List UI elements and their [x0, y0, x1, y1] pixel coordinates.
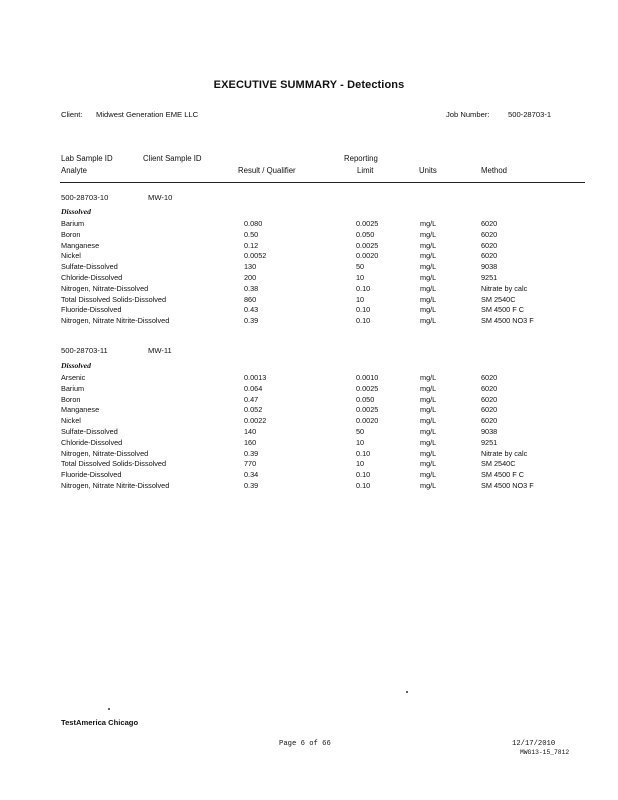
table-row — [0, 295, 618, 306]
analyte-cell: Total Dissolved Solids-Dissolved — [61, 459, 167, 469]
units-cell: mg/L — [420, 427, 437, 436]
col-lab-sample-id: Lab Sample ID — [61, 154, 113, 163]
table-row — [0, 427, 618, 438]
result-cell: 0.34 — [244, 470, 259, 480]
table-row — [0, 305, 618, 316]
units-cell: mg/L — [420, 229, 437, 239]
sample-lab-id: 500-28703-11 — [61, 346, 108, 355]
analyte-cell: Fluoride-Dissolved — [61, 470, 122, 480]
limit-cell: 0.0025 — [356, 383, 379, 393]
table-row — [0, 384, 618, 395]
table-row — [0, 284, 618, 295]
table-row — [0, 405, 618, 416]
table-row — [0, 373, 618, 384]
method-cell: 9038 — [481, 262, 498, 272]
analyte-cell: Nitrogen, Nitrate-Dissolved — [61, 283, 149, 293]
analyte-cell: Nickel — [61, 416, 81, 426]
units-cell: mg/L — [420, 240, 437, 250]
col-units: Units — [419, 166, 437, 175]
result-cell: 0.50 — [244, 229, 259, 239]
table-row — [0, 459, 618, 470]
result-cell: 160 — [244, 437, 257, 447]
units-cell: mg/L — [420, 459, 437, 469]
table-row — [0, 438, 618, 449]
method-cell: 6020 — [481, 405, 498, 415]
analyte-cell: Arsenic — [61, 373, 86, 382]
method-cell: Nitrate by calc — [481, 283, 528, 293]
col-reporting: Reporting — [344, 154, 378, 163]
sample-client-id: MW-10 — [148, 193, 173, 202]
method-cell: 6020 — [481, 219, 498, 228]
table-row — [0, 470, 618, 481]
method-cell: SM 4500 NO3 F — [481, 316, 534, 326]
limit-cell: 0.0025 — [356, 240, 379, 250]
result-cell: 0.39 — [244, 316, 259, 326]
units-cell: mg/L — [420, 405, 437, 415]
limit-cell: 0.10 — [356, 305, 371, 315]
limit-cell: 0.10 — [356, 470, 371, 480]
limit-cell: 0.10 — [356, 283, 371, 293]
units-cell: mg/L — [420, 273, 437, 282]
units-cell: mg/L — [420, 262, 437, 272]
units-cell: mg/L — [420, 283, 437, 293]
units-cell: mg/L — [420, 305, 437, 315]
sample-category: Dissolved — [61, 207, 91, 216]
method-cell: SM 2540C — [481, 459, 516, 469]
method-cell: 6020 — [481, 394, 498, 404]
limit-cell: 0.10 — [356, 316, 371, 326]
limit-cell: 50 — [356, 262, 365, 272]
table-row — [0, 416, 618, 427]
units-cell: mg/L — [420, 416, 437, 426]
method-cell: SM 4500 F C — [481, 305, 524, 315]
col-client-sample-id: Client Sample ID — [143, 154, 202, 163]
limit-cell: 0.050 — [356, 394, 375, 404]
analyte-cell: Manganese — [61, 240, 100, 250]
result-cell: 0.39 — [244, 448, 259, 458]
method-cell: 6020 — [481, 383, 498, 393]
units-cell: mg/L — [420, 316, 437, 326]
analyte-cell: Boron — [61, 229, 81, 239]
sample-category: Dissolved — [61, 361, 91, 370]
table-row — [0, 219, 618, 230]
result-cell: 860 — [244, 294, 257, 304]
job-number: 500-28703-1 — [508, 110, 552, 119]
scan-speck — [406, 691, 408, 693]
method-cell: Nitrate by calc — [481, 448, 528, 458]
method-cell: 9251 — [481, 273, 498, 282]
client-name: Midwest Generation EME LLC — [96, 110, 199, 119]
table-row — [0, 395, 618, 406]
result-cell: 140 — [244, 427, 257, 436]
result-cell: 0.39 — [244, 481, 259, 490]
table-row — [0, 262, 618, 273]
limit-cell: 0.10 — [356, 481, 371, 490]
job-number-label: Job Number: — [446, 110, 490, 119]
result-cell: 0.43 — [244, 305, 259, 315]
units-cell: mg/L — [420, 394, 437, 404]
result-cell: 0.12 — [244, 240, 259, 250]
limit-cell: 10 — [356, 459, 365, 469]
units-cell: mg/L — [420, 437, 437, 447]
result-cell: 0.47 — [244, 394, 259, 404]
units-cell: mg/L — [420, 470, 437, 480]
method-cell: 9038 — [481, 427, 498, 436]
table-row — [0, 241, 618, 252]
units-cell: mg/L — [420, 219, 437, 228]
limit-cell: 10 — [356, 294, 365, 304]
table-row — [0, 481, 618, 492]
method-cell: 6020 — [481, 251, 498, 261]
limit-cell: 10 — [356, 437, 365, 447]
analyte-cell: Chloride-Dissolved — [61, 273, 123, 282]
footer-lab-name: TestAmerica Chicago — [61, 718, 139, 727]
analyte-cell: Fluoride-Dissolved — [61, 305, 122, 315]
table-row — [0, 230, 618, 241]
result-cell: 0.0022 — [244, 416, 267, 426]
analyte-cell: Total Dissolved Solids-Dissolved — [61, 294, 167, 304]
result-cell: 0.0052 — [244, 251, 267, 261]
col-analyte: Analyte — [61, 166, 88, 175]
table-row — [0, 316, 618, 327]
method-cell: 6020 — [481, 416, 498, 426]
sample-lab-id: 500-28703-10 — [61, 193, 109, 202]
limit-cell: 0.0025 — [356, 219, 379, 228]
units-cell: mg/L — [420, 294, 437, 304]
units-cell: mg/L — [420, 251, 437, 261]
units-cell: mg/L — [420, 383, 437, 393]
analyte-cell: Barium — [61, 383, 85, 393]
analyte-cell: Nitrogen, Nitrate Nitrite-Dissolved — [61, 316, 170, 326]
analyte-cell: Boron — [61, 394, 81, 404]
units-cell: mg/L — [420, 448, 437, 458]
analyte-cell: Sulfate-Dissolved — [61, 427, 118, 436]
method-cell: 6020 — [481, 229, 498, 239]
table-row — [0, 251, 618, 262]
sample-client-id: MW-11 — [148, 346, 172, 355]
page-title: EXECUTIVE SUMMARY - Detections — [213, 79, 405, 91]
method-cell: 6020 — [481, 373, 498, 382]
method-cell: 9251 — [481, 437, 498, 447]
analyte-cell: Nickel — [61, 251, 81, 261]
table-row — [0, 273, 618, 284]
limit-cell: 0.10 — [356, 448, 371, 458]
limit-cell: 10 — [356, 273, 365, 282]
result-cell: 0.064 — [244, 383, 263, 393]
units-cell: mg/L — [420, 481, 437, 490]
header-rule — [60, 182, 585, 183]
method-cell: SM 4500 F C — [481, 470, 524, 480]
analyte-cell: Manganese — [61, 405, 100, 415]
col-result-qualifier: Result / Qualifier — [238, 166, 296, 175]
result-cell: 130 — [244, 262, 257, 272]
col-limit: Limit — [357, 166, 374, 175]
limit-cell: 0.0020 — [356, 251, 379, 261]
result-cell: 0.0013 — [244, 373, 267, 382]
units-cell: mg/L — [420, 373, 437, 382]
limit-cell: 0.050 — [356, 229, 375, 239]
result-cell: 0.38 — [244, 283, 259, 293]
table-row — [0, 449, 618, 460]
footer-stamp: MWG13-15_7812 — [520, 749, 570, 756]
footer-page-number: Page 6 of 66 — [279, 740, 331, 748]
result-cell: 0.052 — [244, 405, 263, 415]
result-cell: 200 — [244, 273, 257, 282]
analyte-cell: Barium — [61, 219, 85, 228]
analyte-cell: Sulfate-Dissolved — [61, 262, 118, 272]
limit-cell: 50 — [356, 427, 365, 436]
limit-cell: 0.0025 — [356, 405, 379, 415]
analyte-cell: Chloride-Dissolved — [61, 437, 123, 447]
method-cell: 6020 — [481, 240, 498, 250]
method-cell: SM 2540C — [481, 294, 516, 304]
analyte-cell: Nitrogen, Nitrate Nitrite-Dissolved — [61, 481, 170, 490]
result-cell: 770 — [244, 459, 257, 469]
limit-cell: 0.0010 — [356, 373, 379, 382]
result-cell: 0.080 — [244, 219, 263, 228]
limit-cell: 0.0020 — [356, 416, 379, 426]
col-method: Method — [481, 166, 508, 175]
method-cell: SM 4500 NO3 F — [481, 481, 534, 490]
footer-date: 12/17/2010 — [512, 740, 556, 748]
scan-speck — [108, 708, 110, 710]
client-label: Client: — [61, 110, 83, 119]
analyte-cell: Nitrogen, Nitrate-Dissolved — [61, 448, 149, 458]
